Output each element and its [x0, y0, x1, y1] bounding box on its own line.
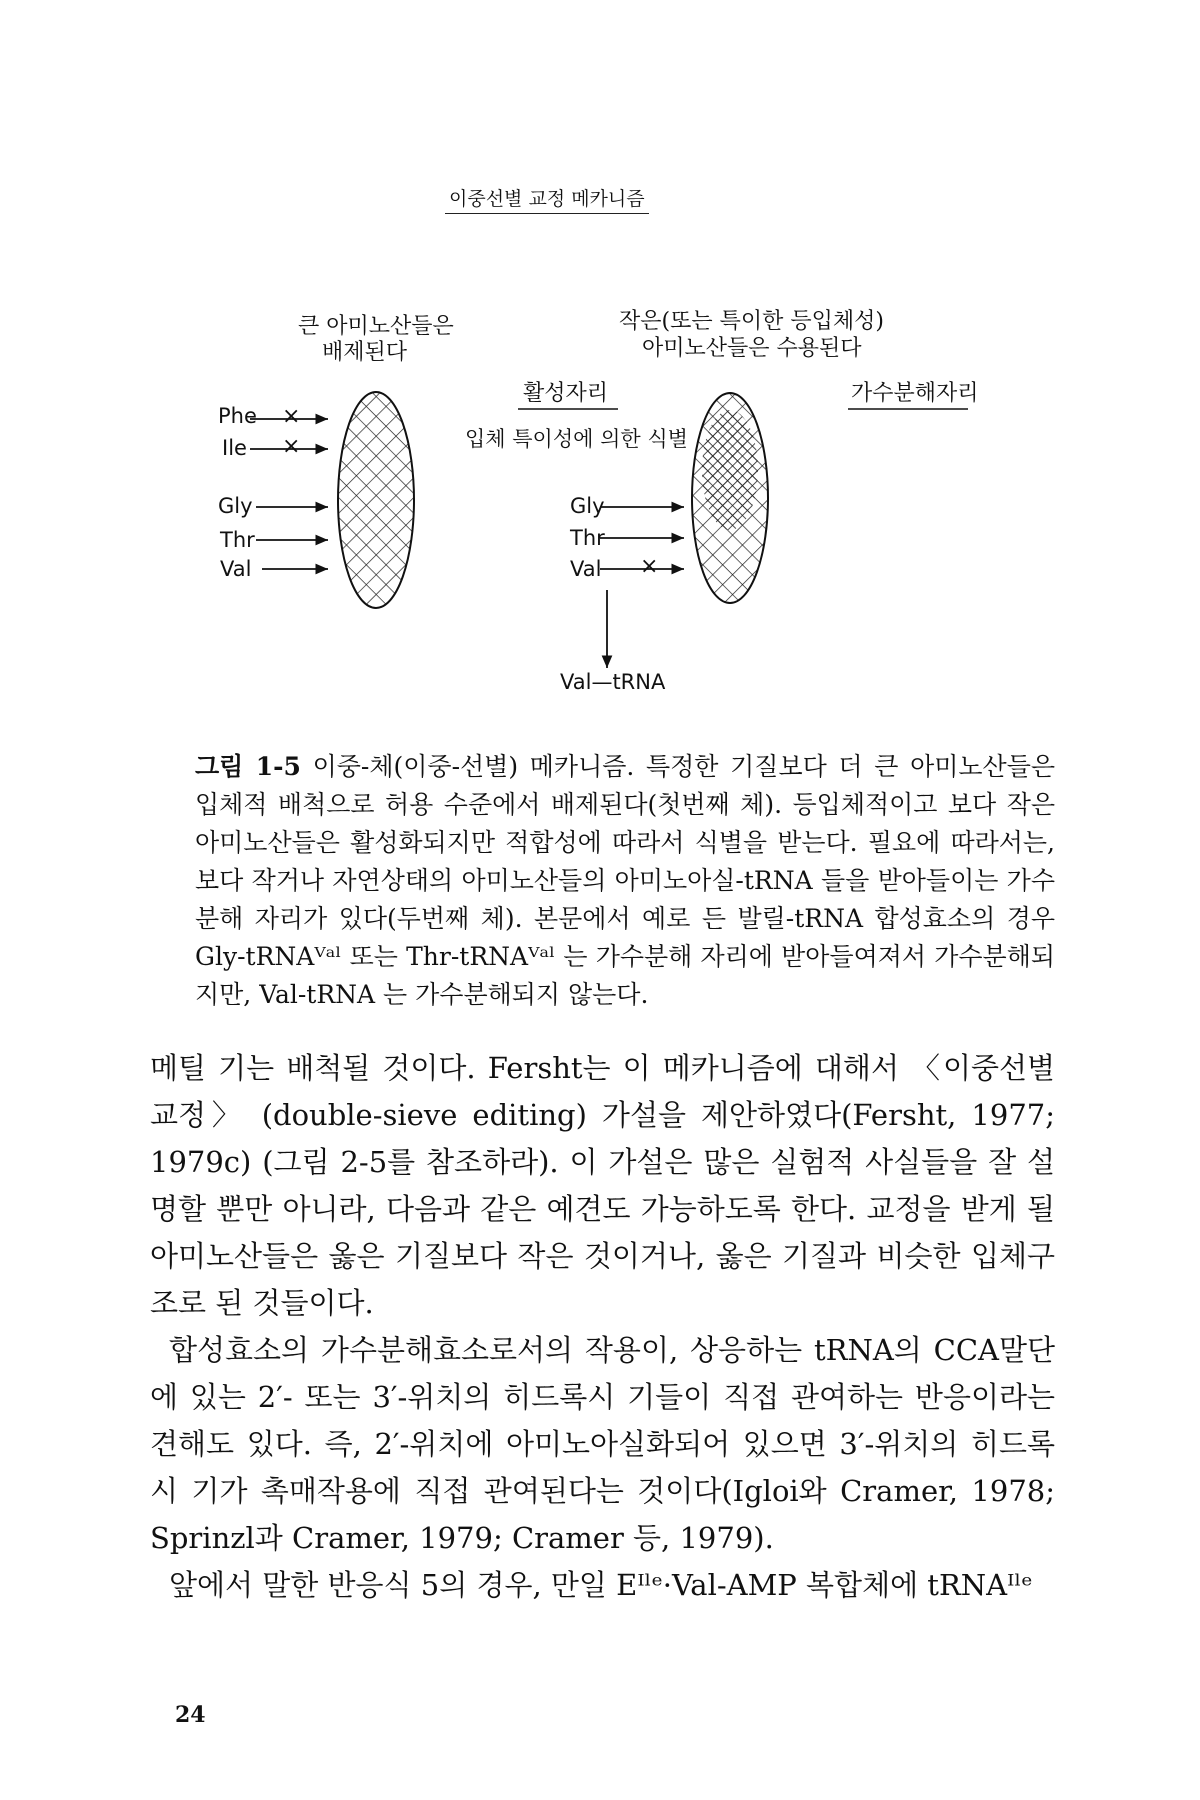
label-val: Val [220, 557, 252, 581]
figure-label: 그림 1-5 [195, 752, 301, 781]
paragraph-2: 합성효소의 가수분해효소로서의 작용이, 상응하는 tRNA의 CCA말단에 있는 2′- 또는 3′-위치의 히드록시 기들이 직접 관여하는 반응이라는 견해도 있다. 즉, 2′-위치에 아미노아실화되어 있으면 3′-위치의 히드록시 기가 촉매작용에 직접 관여된다는 것이다(Igloi와 Cramer, 1978; Sprinzl과 Cramer, 1979; Cramer 등, 1979). [150, 1333, 1055, 1555]
double-sieve-diagram [0, 0, 1200, 720]
diagram-graphics [0, 0, 1200, 720]
body-text [150, 1045, 1055, 1609]
page-number: 24 [175, 1702, 206, 1728]
label-ile: Ile [222, 436, 247, 460]
active-site-label: 활성자리 [523, 381, 609, 406]
label2-thr: Thr [570, 526, 605, 550]
product-label: Val—tRNA [560, 670, 666, 694]
x-mark-val2: × [640, 554, 659, 579]
hydrolysis-site-label: 가수분해자리 [851, 381, 979, 406]
second-sieve-dense-core [702, 410, 758, 530]
stereo-note: 입체 특이성에 의한 식별 [465, 427, 688, 451]
paragraph-1: 메틸 기는 배척될 것이다. Fersht는 이 메카니즘에 대해서 〈이중선별 교정〉 (double-sieve editing) 가설을 제안하였다(Fersht, 1977; 1979c) (그림 2-5를 참조하라). 이 가설은 많은 실험적 사실들을 잘 설명할 뿐만 아니라, 다음과 같은 예견도 가능하도록 한다. 교정을 받게 될 아미노산들은 옳은 기질보다 작은 것이거나, 옳은 기질과 비슷한 입체구조로 된 것들이다. [150, 1051, 1055, 1320]
left-label-line1: 큰 아미노산들은 [298, 314, 454, 339]
x-mark-phe: × [282, 404, 301, 429]
label2-val: Val [570, 557, 602, 581]
left-label-line2: 배제된다 [322, 340, 408, 365]
first-sieve-ellipse [338, 392, 414, 608]
x-mark-ile: × [282, 434, 301, 459]
paragraph-3: 앞에서 말한 반응식 5의 경우, 만일 Eᴵˡᵉ·Val-AMP 복합체에 tRNAᴵˡᵉ [169, 1568, 1033, 1602]
figure-caption [195, 748, 1055, 1014]
label-thr: Thr [220, 528, 255, 552]
running-header: 이중선별 교정 메카니즘 [445, 184, 649, 214]
caption-text: 이중-체(이중-선별) 메카니즘. 특정한 기질보다 더 큰 아미노산들은 입체적 배척으로 허용 수준에서 배제된다(첫번째 체). 등입체적이고 보다 작은 아미노산들은 활성화되지만 적합성에 따라서 식별을 받는다. 필요에 따라서는, 보다 작거나 자연상태의 아미노산들의 아미노아실-tRNA 들을 받아들이는 가수분해 자리가 있다(두번째 체). 본문에서 예로 든 발릴-tRNA 합성효소의 경우 Gly-tRNAⱽᵃˡ 또는 Thr-tRNAⱽᵃˡ 는 가수분해 자리에 받아들여져서 가수분해되지만, Val-tRNA 는 가수분해되지 않는다. [195, 752, 1056, 1009]
label2-gly: Gly [570, 494, 605, 518]
label-gly: Gly [218, 494, 253, 518]
right-label-line1: 작은(또는 특이한 등입체성) [619, 309, 884, 334]
label-phe: Phe [218, 404, 257, 428]
right-label-line2: 아미노산들은 수용된다 [642, 336, 862, 361]
